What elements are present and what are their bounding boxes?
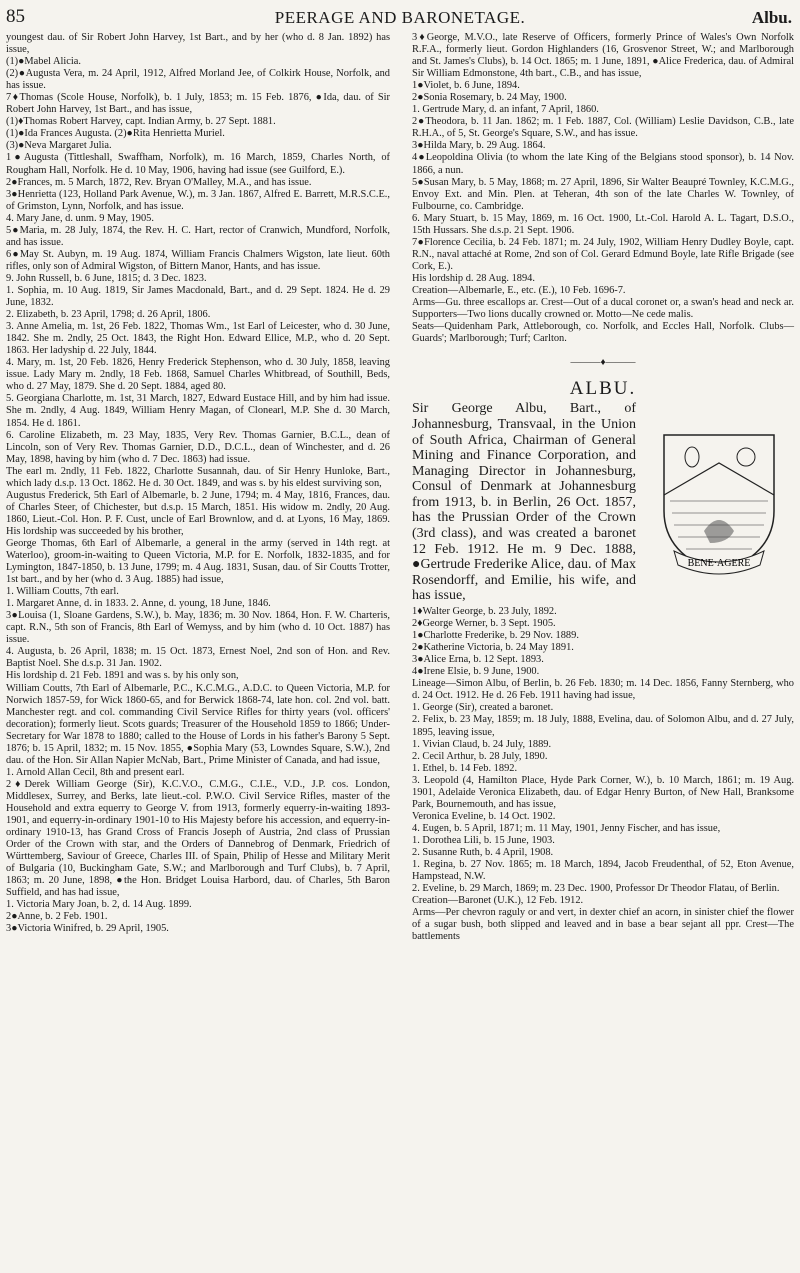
entry-paragraph: 3●Henrietta (123, Holland Park Avenue, W.), m. 3 Jan. 1867, Alfred E. Barrett, M.R.S.C.E., of Grimston, Lynn, Norfolk, and has issue. <box>6 188 390 212</box>
entry-paragraph: 2. Eveline, b. 29 March, 1869; m. 23 Dec. 1900, Professor Dr Theodor Flatau, of Berlin. <box>412 883 780 895</box>
entry-paragraph: Creation—Baronet (U.K.), 12 Feb. 1912. <box>412 895 584 907</box>
entry-paragraph: 1. Gertrude Mary, d. an infant, 7 April, 1860. <box>412 104 599 116</box>
entry-paragraph: 4●Leopoldina Olivia (to whom the late King of the Belgians stood sponsor), b. 14 Nov. 1866, a nun. <box>412 152 794 176</box>
entry-paragraph: 3●Alice Erna, b. 12 Sept. 1893. <box>412 654 544 666</box>
entry-paragraph: William Coutts, 7th Earl of Albemarle, P.C., K.C.M.G., A.D.C. to Queen Victoria, M.P. for Norwich 1857-59, for Wick 1860-65, and for Berwick 1868-74, late hon. col. 2nd vol. batt. Manchester regt. and col. commanding Civil Service Rifles for thirty years (vol. officers' decoration); formerly lieut. Scots guards; Treasurer of the Household 1859 to 1866; Under-Secretary for War 1878 to 1880; called to the House of Lords in his father's Barony 5 Sept. 1876; b. 15 April, 1832; m. 15 Nov. 1855, ●Sophia Mary (53, Lowndes Square, S.W.), 2nd dau. of the Hon. Sir Allan Napier McNab, Bart., Prime Minister of Canada, and had issue, <box>6 682 390 766</box>
entry-paragraph: 3●Victoria Winifred, b. 29 April, 1905. <box>6 923 169 935</box>
entry-paragraph: George Thomas, 6th Earl of Albemarle, a general in the army (served in 14th regt. at Waterloo), groom-in-waiting to Queen Victoria, M.P. for E. Norfolk, 1832-1835, and for Lymington, 1847-1850, b. 13 June, 1799; m. 4 Aug. 1831, Susan, dau. of Sir Coutts Trotter, 1st bart., and by her (who d. 3 Aug. 1885) had issue, <box>6 537 390 586</box>
section-separator: ———♦——— <box>570 357 636 369</box>
entry-paragraph: 1. George (Sir), created a baronet. <box>412 702 554 714</box>
entry-paragraph: 3. Anne Amelia, m. 1st, 26 Feb. 1822, Thomas Wm., 1st Earl of Leicester, who d. 30 June, 1842. She m. 2ndly, 25 Oct. 1843, the Right Hon. Edward Ellice, M.P., who d. 20 Sept. 1863. Her ladyship d. 22 July, 1844. <box>6 321 390 357</box>
entry-paragraph: (1)♦Thomas Robert Harvey, capt. Indian Army, b. 27 Sept. 1881. <box>6 116 276 128</box>
entry-paragraph: 3●Hilda Mary, b. 29 Aug. 1864. <box>412 140 546 152</box>
entry-paragraph: 1. Sophia, m. 10 Aug. 1819, Sir James Macdonald, Bart., and d. 29 Sept. 1824. He d. 29 June, 1832. <box>6 284 390 309</box>
entry-paragraph: 1. Margaret Anne, d. in 1833. 2. Anne, d. young, 18 June, 1846. <box>6 598 271 610</box>
page-number: 85 <box>6 6 25 27</box>
entry-paragraph: 9. John Russell, b. 6 June, 1815; d. 3 Dec. 1823. <box>6 272 207 284</box>
entry-paragraph: The earl m. 2ndly, 11 Feb. 1822, Charlotte Susannah, dau. of Sir Henry Hunloke, Bart., which lady d.s.p. 13 Oct. 1862. He d. 30 Oct. 1849, and was s. by his eldest surviving son, <box>6 465 390 489</box>
entry-paragraph: 4. Mary Jane, d. unm. 9 May, 1905. <box>6 212 154 224</box>
page-header <box>0 0 800 30</box>
entry-paragraph: 2●Anne, b. 2 Feb. 1901. <box>6 911 108 923</box>
entry-paragraph: Arms—Gu. three escallops ar. Crest—Out of a ducal coronet or, a swan's head and neck ar. Supporters—Two lions ducally crowned or. Motto—Ne cede malis. <box>412 297 794 321</box>
entry-paragraph: 2. Susanne Ruth, b. 4 April, 1908. <box>412 846 554 858</box>
entry-paragraph: 6●May St. Aubyn, m. 19 Aug. 1874, William Francis Chalmers Wigston, late lieut. 60th rifles, only son of Admiral Wigston, of Bittern Manor, Hants, and has issue. <box>6 248 390 272</box>
entry-paragraph: (1)●Ida Frances Augusta. (2)●Rita Henrietta Muriel. <box>6 128 225 140</box>
arms-motto: BENE·AGERE <box>687 558 751 570</box>
entry-paragraph: 1●Charlotte Frederike, b. 29 Nov. 1889. <box>412 630 579 642</box>
entry-paragraph: Lineage—Simon Albu, of Berlin, b. 26 Feb. 1830; m. 14 Dec. 1856, Fanny Sternberg, who d. 24 Oct. 1912. He d. 26 Feb. 1911 having had issue, <box>412 678 794 702</box>
entry-paragraph: 2●Katherine Victoria, b. 24 May 1891. <box>412 642 574 654</box>
entry-paragraph: 2●Sonia Rosemary, b. 24 May, 1900. <box>412 92 567 104</box>
entry-paragraph: 3♦George, M.V.O., late Reserve of Officers, formerly Prince of Wales's Own Norfolk R.F.A., formerly lieut. Gordon Highlanders (16, Grosvenor Street, W.; and Marlborough and St. James's Clubs), b. 14 Oct. 1865; m. 1 June, 1891, ●Alice Frederica, dau. of Admiral Sir William Edmonstone, 4th bart., C.B., and has issue, <box>412 32 794 80</box>
entry-paragraph: 5. Georgiana Charlotte, m. 1st, 31 March, 1827, Edward Eustace Hill, and by him had issue. She m. 2ndly, 4 Aug. 1849, William Henry Magan, of Clonearl, M.P. She d. 30 March, 1854. He d. 1861. <box>6 393 390 429</box>
right-column <box>412 32 794 943</box>
entry-paragraph: 3. Leopold (4, Hamilton Place, Hyde Park Corner, W.), b. 10 March, 1861; m. 19 Aug. 1901, Adelaide Veronica Elizabeth, dau. of Edgar Henry Burton, of New Hall, Branksome Park, Bournemouth, and has issue, <box>412 774 794 810</box>
entry-paragraph: (1)●Mabel Alicia. <box>6 56 81 68</box>
entry-paragraph: 7●Florence Cecilia, b. 24 Feb. 1871; m. 24 July, 1902, William Henry Dudley Boyle, capt. R.N., naval attaché at Rome, 2nd son of Col. Gerard Edmund Boyle, late Rifle Brigade (see Cork, E.). <box>412 236 794 272</box>
entry-paragraph: Veronica Eveline, b. 14 Oct. 1902. <box>412 810 556 822</box>
heraldic-shield-icon <box>644 423 794 583</box>
entry-paragraph: 7♦Thomas (Scole House, Norfolk), b. 1 July, 1853; m. 15 Feb. 1876, ●Ida, dau. of Sir Robert John Harvey, 1st Bart., and has issue, <box>6 92 390 116</box>
entry-paragraph: youngest dau. of Sir Robert John Harvey, 1st Bart., and by her (who d. 8 Jan. 1892) has issue, <box>6 32 390 56</box>
entry-paragraph: 4. Augusta, b. 26 April, 1838; m. 15 Oct. 1873, Ernest Noel, 2nd son of Hon. and Rev. Baptist Noel. She d.s.p. 31 Jan. 1902. <box>6 646 390 670</box>
entry-paragraph: (2)●Augusta Vera, m. 24 April, 1912, Alfred Morland Jee, of Colkirk House, Norfolk, and has issue. <box>6 68 390 92</box>
right-column-top <box>412 32 794 345</box>
entry-paragraph: 2. Elizabeth, b. 23 April, 1798; d. 26 April, 1806. <box>6 309 211 321</box>
entry-paragraph: (3)●Neva Margaret Julia. <box>6 140 112 152</box>
entry-paragraph: 1. Victoria Mary Joan, b. 2, d. 14 Aug. 1899. <box>6 899 192 911</box>
entry-paragraph: Arms—Per chevron raguly or and vert, in dexter chief an acorn, in sinister chief the flower of a sugar bush, both slipped and leaved and in base a bear sejant all ppr. Crest—The battlements <box>412 907 794 943</box>
entry-paragraph: 1●Violet, b. 6 June, 1894. <box>412 80 520 92</box>
entry-paragraph: Augustus Frederick, 5th Earl of Albemarle, b. 2 June, 1794; m. 4 May, 1816, Frances, dau. of Charles Steer, of Chichester, but d.s.p. 15 March, 1851. His widow m. 2ndly, 20 Aug. 1860, Lieut.-Col. Hon. P. F. Cust, uncle of Earl Brownlow, and d. at Lyons, 16 May, 1869. His lordship was succeeded by his brother, <box>6 489 390 537</box>
right-column-bottom <box>412 606 794 943</box>
entry-paragraph: 5●Susan Mary, b. 5 May, 1868; m. 27 April, 1896, Sir Walter Beaupré Townley, K.C.M.G., Envoy Ext. and Min. Plen. at Teheran, 4th son of the late Charles W. Townley, of Fulbourne, co. Cambridge. <box>412 176 794 212</box>
entry-paragraph: 6. Caroline Elizabeth, m. 23 May, 1835, Very Rev. Thomas Garnier, B.C.L., dean of Lincoln, son of Very Rev. Thomas Garnier, D.D., D.C.L., dean of Winchester, and d. 26 May, 1898, having by him (who d. 7 Dec. 1863) had issue. <box>6 429 390 465</box>
entry-paragraph: 4●Irene Elsie, b. 9 June, 1900. <box>412 666 540 678</box>
page-title: PEERAGE AND BARONETAGE. <box>274 8 526 27</box>
entry-paragraph: 1. Ethel, b. 14 Feb. 1892. <box>412 762 518 774</box>
entry-paragraph: 2♦George Werner, b. 3 Sept. 1905. <box>412 618 556 630</box>
entry-paragraph: 3●Louisa (1, Sloane Gardens, S.W.), b. May, 1836; m. 30 Nov. 1864, Hon. F. W. Charteris, capt. R.N., 5th son of Francis, 8th Earl of Wemyss, and by him (who d. 10 Oct. 1887) has issue. <box>6 610 390 646</box>
entry-paragraph: 2. Felix, b. 23 May, 1859; m. 18 July, 1888, Evelina, dau. of Solomon Albu, and d. 27 July, 1895, leaving issue, <box>412 714 794 738</box>
running-head: Albu. <box>751 8 792 27</box>
entry-paragraph: Seats—Quidenham Park, Attleborough, co. Norfolk, and Eccles Hall, Norfolk. Clubs—Guards'; Marlborough; Turf; Carlton. <box>412 321 794 345</box>
entry-paragraph: 1♦Walter George, b. 23 July, 1892. <box>412 606 557 618</box>
entry-paragraph: His lordship d. 28 Aug. 1894. <box>412 272 535 284</box>
entry-paragraph: 1. Regina, b. 27 Nov. 1865; m. 18 March, 1894, Jacob Freudenthal, of 52, Eton Avenue, Hampstead, N.W. <box>412 859 794 883</box>
entry-paragraph: 2♦Derek William George (Sir), K.C.V.O., C.M.G., C.I.E., V.D., J.P. cos. London, Middlesex, Surrey, and Berks, late lieut.-col. P.W.O. Civil Service Rifles, master of the Household and extra equerry to George V. from 1913, formerly equerry-in-waiting 1893-1901, and equerry-in-ordinary 1901-10 to His Majesty before his accession, and equerry-in-ordinary 1910-13, has Grand Cross of Francis Joseph of Austria, 2nd class of Prussian Order of the Crown with star, and the Orders of Dannebrog of Denmark, Friedrich of Württemberg, Saviour of Greece, Charles III. of Spain, Philip of Hesse and Military Merit of Bulgaria (10, Buckingham Gate, S.W.; and Marlborough and Turf Clubs), b. 7 April, 1863; m. 20 June, 1898, ●the Hon. Bridget Louisa Harbord, dau. of Charles, 5th Baron Suffield, and has had issue, <box>6 778 390 899</box>
entry-paragraph: 5●Maria, m. 28 July, 1874, the Rev. H. C. Hart, rector of Cranwich, Mundford, Norfolk, and has issue. <box>6 224 390 248</box>
entry-paragraph: 2●Theodora, b. 11 Jan. 1862; m. 1 Feb. 1887, Col. (William) Leslie Davidson, C.B., late R.H.A., of 5, St. George's Square, S.W., and has issue. <box>412 116 794 140</box>
entry-paragraph: 4. Eugen, b. 5 April, 1871; m. 11 May, 1901, Jenny Fischer, and has issue, <box>412 822 721 834</box>
entry-paragraph: 6. Mary Stuart, b. 15 May, 1869, m. 16 Oct. 1900, Lt.-Col. Harold A. L. Tagart, D.S.O., 15th Hussars. She d.s.p. 21 Sept. 1906. <box>412 212 794 236</box>
entry-paragraph: 1. Dorothea Lili, b. 15 June, 1903. <box>412 834 555 846</box>
entry-paragraph: 4. Mary, m. 1st, 20 Feb. 1826, Henry Frederick Stephenson, who d. 30 July, 1858, leaving issue. Lady Mary m. 2ndly, 18 Feb. 1868, Samuel Charles Whitbread, of Southill, Beds, who d. 27 May, 1879. She d. 20 Sept. 1884, aged 80. <box>6 357 390 393</box>
entry-paragraph: His lordship d. 21 Feb. 1891 and was s. by his only son, <box>6 670 239 682</box>
entry-paragraph: Creation—Albemarle, E., etc. (E.), 10 Feb. 1696-7. <box>412 284 626 296</box>
entry-paragraph: 1. William Coutts, 7th earl. <box>6 586 119 598</box>
entry-heading-albu: ALBU. <box>569 378 637 400</box>
entry-paragraph: 1●Augusta (Tittleshall, Swaffham, Norfolk), m. 16 March, 1859, Charles North, of Rougham Hall, Norfolk. He d. 10 May, 1906, having had issue (see Guilford, E.). <box>6 152 390 176</box>
left-column <box>6 32 390 936</box>
albu-entry <box>412 401 794 604</box>
entry-paragraph: 2●Frances, m. 5 March, 1872, Rev. Bryan O'Malley, M.A., and has issue. <box>6 176 312 188</box>
entry-paragraph: 2. Cecil Arthur, b. 28 July, 1890. <box>412 750 548 762</box>
entry-paragraph: 1. Arnold Allan Cecil, 8th and present earl. <box>6 766 185 778</box>
albu-text: Sir George Albu, Bart., of Johannesburg, Transvaal, in the Union of South Africa, Chairman of General Mining and Finance Corporation, and Managing Director in Johannesburg, Consul of Denmark at Johannesburg from 1913, b. in Berlin, 26 Oct. 1857, has the Prussian Order of the Crown (3rd class), and was created a baronet 12 Feb. 1912. He m. 9 Dec. 1888, ●Gertrude Frederike Alice, dau. of Max Rosendorff, and Emilie, his wife, and has issue, <box>412 401 636 604</box>
entry-paragraph: 1. Vivian Claud, b. 24 July, 1889. <box>412 738 552 750</box>
